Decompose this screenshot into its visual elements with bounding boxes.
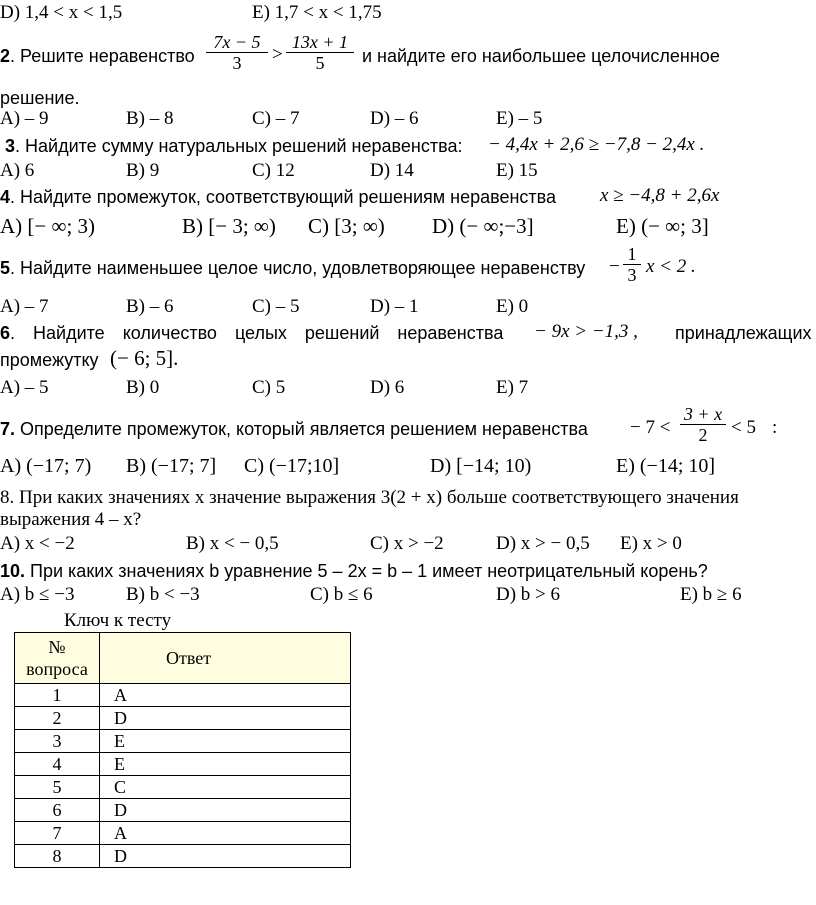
answer-cell: C — [100, 776, 351, 799]
q3-option: C) 12 — [252, 160, 295, 181]
q7-left: − 7 < — [630, 417, 671, 438]
table-row — [15, 776, 351, 799]
q2-option: C) – 7 — [252, 108, 300, 129]
table-row — [15, 707, 351, 730]
q4-option: D) (− ∞;−3] — [432, 214, 534, 238]
q8-prompt-line2: выражения 4 – x? — [0, 509, 142, 530]
table-row — [15, 753, 351, 776]
q2-option: B) – 8 — [126, 108, 174, 129]
answer-cell: D — [100, 845, 351, 868]
q2-option: A) – 9 — [0, 108, 49, 129]
q8-option: C) x > −2 — [370, 533, 444, 554]
q7-fraction: 3 + x 2 — [680, 404, 726, 445]
question-number: 7 — [15, 822, 100, 845]
q1-option-e: E) 1,7 < x < 1,75 — [252, 2, 382, 23]
q5-option: C) – 5 — [252, 296, 300, 317]
q3-option: E) 15 — [496, 160, 538, 181]
answer-key-table — [14, 632, 351, 868]
answer-key-header — [15, 633, 351, 684]
answer-cell: D — [100, 707, 351, 730]
q10-option: D) b > 6 — [496, 584, 561, 605]
q8-option: B) x < − 0,5 — [186, 533, 279, 554]
q7-colon: : — [772, 417, 778, 438]
q8-option: A) x < −2 — [0, 533, 75, 554]
q7-option: C) (−17;10] — [244, 455, 340, 477]
q3-prompt: 3. Найдите сумму натуральных решений неравенства: — [5, 136, 463, 156]
question-number-header: № вопроса — [15, 633, 100, 684]
q2-relation: > — [272, 44, 283, 65]
answer-cell: A — [100, 684, 351, 707]
q10-option: C) b ≤ 6 — [310, 584, 373, 605]
q2-fraction-left: 7x − 5 3 — [206, 32, 268, 73]
q5-option: E) 0 — [496, 296, 529, 317]
question-number: 2 — [15, 707, 100, 730]
q6-interval: (− 6; 5]. — [110, 346, 179, 370]
q4-option: C) [3; ∞) — [308, 214, 385, 238]
q7-option: E) (−14; 10] — [616, 455, 716, 477]
q3-expression: − 4,4x + 2,6 ≥ −7,8 − 2,4x . — [488, 134, 705, 155]
q2-prompt-tail: и найдите его наибольшее целочисленное — [362, 46, 720, 66]
question-number: 8 — [15, 845, 100, 868]
q5-expression-tail: x < 2 . — [646, 256, 696, 277]
q10-option: A) b ≤ −3 — [0, 584, 75, 605]
q2-prompt: 2. Решите неравенство — [0, 46, 195, 66]
q6-option: D) 6 — [370, 377, 405, 398]
q5-option: A) – 7 — [0, 296, 49, 317]
q4-option: B) [− 3; ∞) — [182, 214, 276, 238]
q5-fraction: 1 3 — [623, 244, 641, 285]
q5-option: B) – 6 — [126, 296, 174, 317]
answer-cell: E — [100, 730, 351, 753]
q6-option: E) 7 — [496, 377, 529, 398]
q6-option: C) 5 — [252, 377, 286, 398]
q8-option: D) x > − 0,5 — [496, 533, 590, 554]
q10-option: B) b < −3 — [126, 584, 200, 605]
table-row — [15, 845, 351, 868]
q6-prompt: 6. Найдите количество целых решений неравенства — [0, 323, 504, 343]
q8-option: E) x > 0 — [620, 533, 682, 554]
q1-option-d: D) 1,4 < x < 1,5 — [0, 2, 123, 23]
answer-cell: A — [100, 822, 351, 845]
question-number: 5 — [15, 776, 100, 799]
q7-option: A) (−17; 7) — [0, 455, 92, 477]
q2-option: E) – 5 — [496, 108, 543, 129]
question-number: 4 — [15, 753, 100, 776]
question-number: 1 — [15, 684, 100, 707]
q6-option: A) – 5 — [0, 377, 49, 398]
q10-prompt: 10. При каких значениях b уравнение 5 – 2x = b – 1 имеет неотрицательный корень? — [0, 561, 708, 581]
q2-fraction-right: 13x + 1 5 — [286, 32, 354, 73]
q4-prompt: 4. Найдите промежуток, соответствующий решениям неравенства — [0, 187, 557, 207]
question-number: 6 — [15, 799, 100, 822]
q3-option: A) 6 — [0, 160, 35, 181]
q7-option: D) [−14; 10) — [430, 455, 532, 477]
table-row — [15, 730, 351, 753]
answer-cell: E — [100, 753, 351, 776]
question-number: 3 — [15, 730, 100, 753]
q4-expression: x ≥ −4,8 + 2,6x — [600, 185, 720, 206]
answer-key-title: Ключ к тесту — [64, 610, 172, 631]
q7-option: B) (−17; 7] — [126, 455, 217, 477]
q6-prompt-line2: промежутку — [0, 350, 99, 370]
q2-option: D) – 6 — [370, 108, 419, 129]
q5-prompt: 5. Найдите наименьшее целое число, удовлетворяющее неравенству — [0, 258, 586, 278]
answer-cell: D — [100, 799, 351, 822]
q3-option: B) 9 — [126, 160, 160, 181]
q4-option: A) [− ∞; 3) — [0, 214, 96, 238]
q10-option: E) b ≥ 6 — [680, 584, 742, 605]
table-row — [15, 684, 351, 707]
answer-header: Ответ — [100, 633, 351, 684]
q5-minus: − — [609, 256, 620, 277]
q7-prompt: 7. Определите промежуток, который является решением неравенства — [0, 419, 588, 439]
table-row — [15, 822, 351, 845]
q3-option: D) 14 — [370, 160, 414, 181]
q6-option: B) 0 — [126, 377, 160, 398]
q8-prompt: 8. При каких значениях x значение выражения 3(2 + x) больше соответствующего значения — [0, 487, 739, 508]
q2-prompt-line2: решение. — [0, 88, 80, 108]
q7-right: < 5 — [731, 417, 756, 438]
q4-option: E) (− ∞; 3] — [616, 214, 709, 238]
q6-expression: − 9x > −1,3 , — [534, 321, 638, 342]
table-row — [15, 799, 351, 822]
q5-option: D) – 1 — [370, 296, 419, 317]
q6-prompt-tail: принадлежащих — [675, 323, 812, 343]
